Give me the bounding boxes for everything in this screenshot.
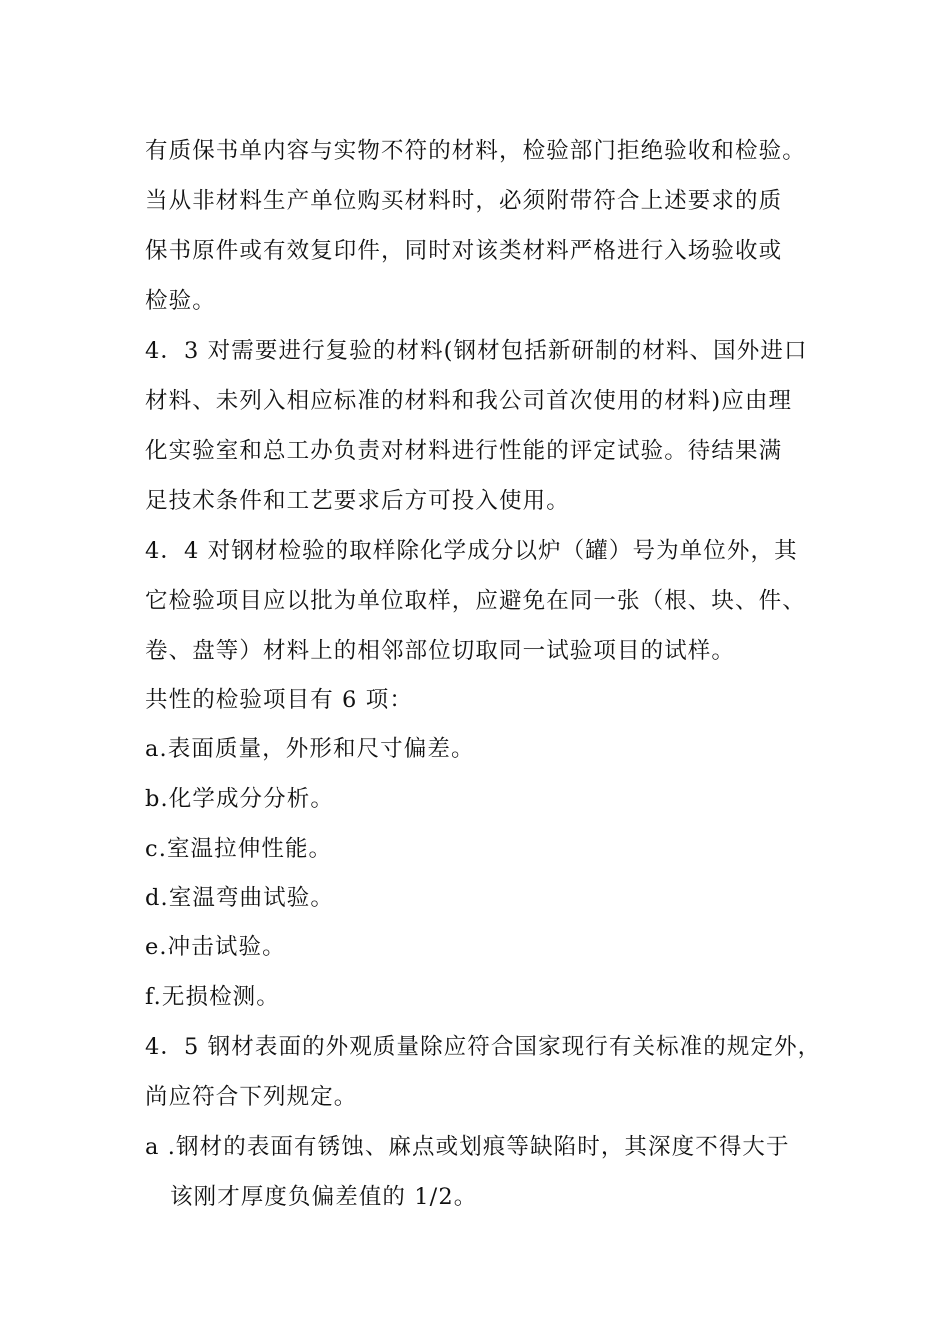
section-4-4-line: 4．4 对钢材检验的取样除化学成分以炉（罐）号为单位外，其	[145, 538, 798, 564]
section-4-3-line: 4．3 对需要进行复验的材料(钢材包括新研制的材料、国外进口	[145, 338, 808, 364]
text-line: 当从非材料生产单位购买材料时，必须附带符合上述要求的质	[145, 188, 783, 214]
list-item-b: b.化学成分分析。	[145, 786, 334, 812]
rule-item-a-continuation: 该刚才厚度负偏差值的 1/2。	[170, 1184, 478, 1210]
list-item-d: d.室温弯曲试验。	[145, 885, 334, 911]
text-line: 它检验项目应以批为单位取样，应避免在同一张（根、块、件、	[145, 588, 806, 614]
list-item-c: c.室温拉伸性能。	[145, 836, 333, 862]
text-line: 材料、未列入相应标准的材料和我公司首次使用的材料)应由理	[145, 388, 793, 414]
text-line: 保书原件或有效复印件，同时对该类材料严格进行入场验收或	[145, 238, 783, 264]
text-line: 化实验室和总工办负责对材料进行性能的评定试验。待结果满	[145, 438, 783, 464]
list-item-f: f.无损检测。	[145, 984, 280, 1010]
text-line: 足技术条件和工艺要求后方可投入使用。	[145, 488, 570, 514]
list-intro: 共性的检验项目有 6 项：	[145, 687, 413, 713]
text-line: 卷、盘等）材料上的相邻部位切取同一试验项目的试样。	[145, 638, 736, 664]
list-item-a: a.表面质量，外形和尺寸偏差。	[145, 736, 475, 762]
text-line: 有质保书单内容与实物不符的材料，检验部门拒绝验收和检验。	[145, 138, 806, 164]
list-item-e: e.冲击试验。	[145, 934, 286, 960]
section-4-5-line: 4．5 钢材表面的外观质量除应符合国家现行有关标准的规定外，	[145, 1034, 822, 1060]
text-line: 检验。	[145, 288, 216, 314]
rule-item-a: a .钢材的表面有锈蚀、麻点或划痕等缺陷时，其深度不得大于	[145, 1134, 790, 1160]
text-line: 尚应符合下列规定。	[145, 1084, 358, 1110]
